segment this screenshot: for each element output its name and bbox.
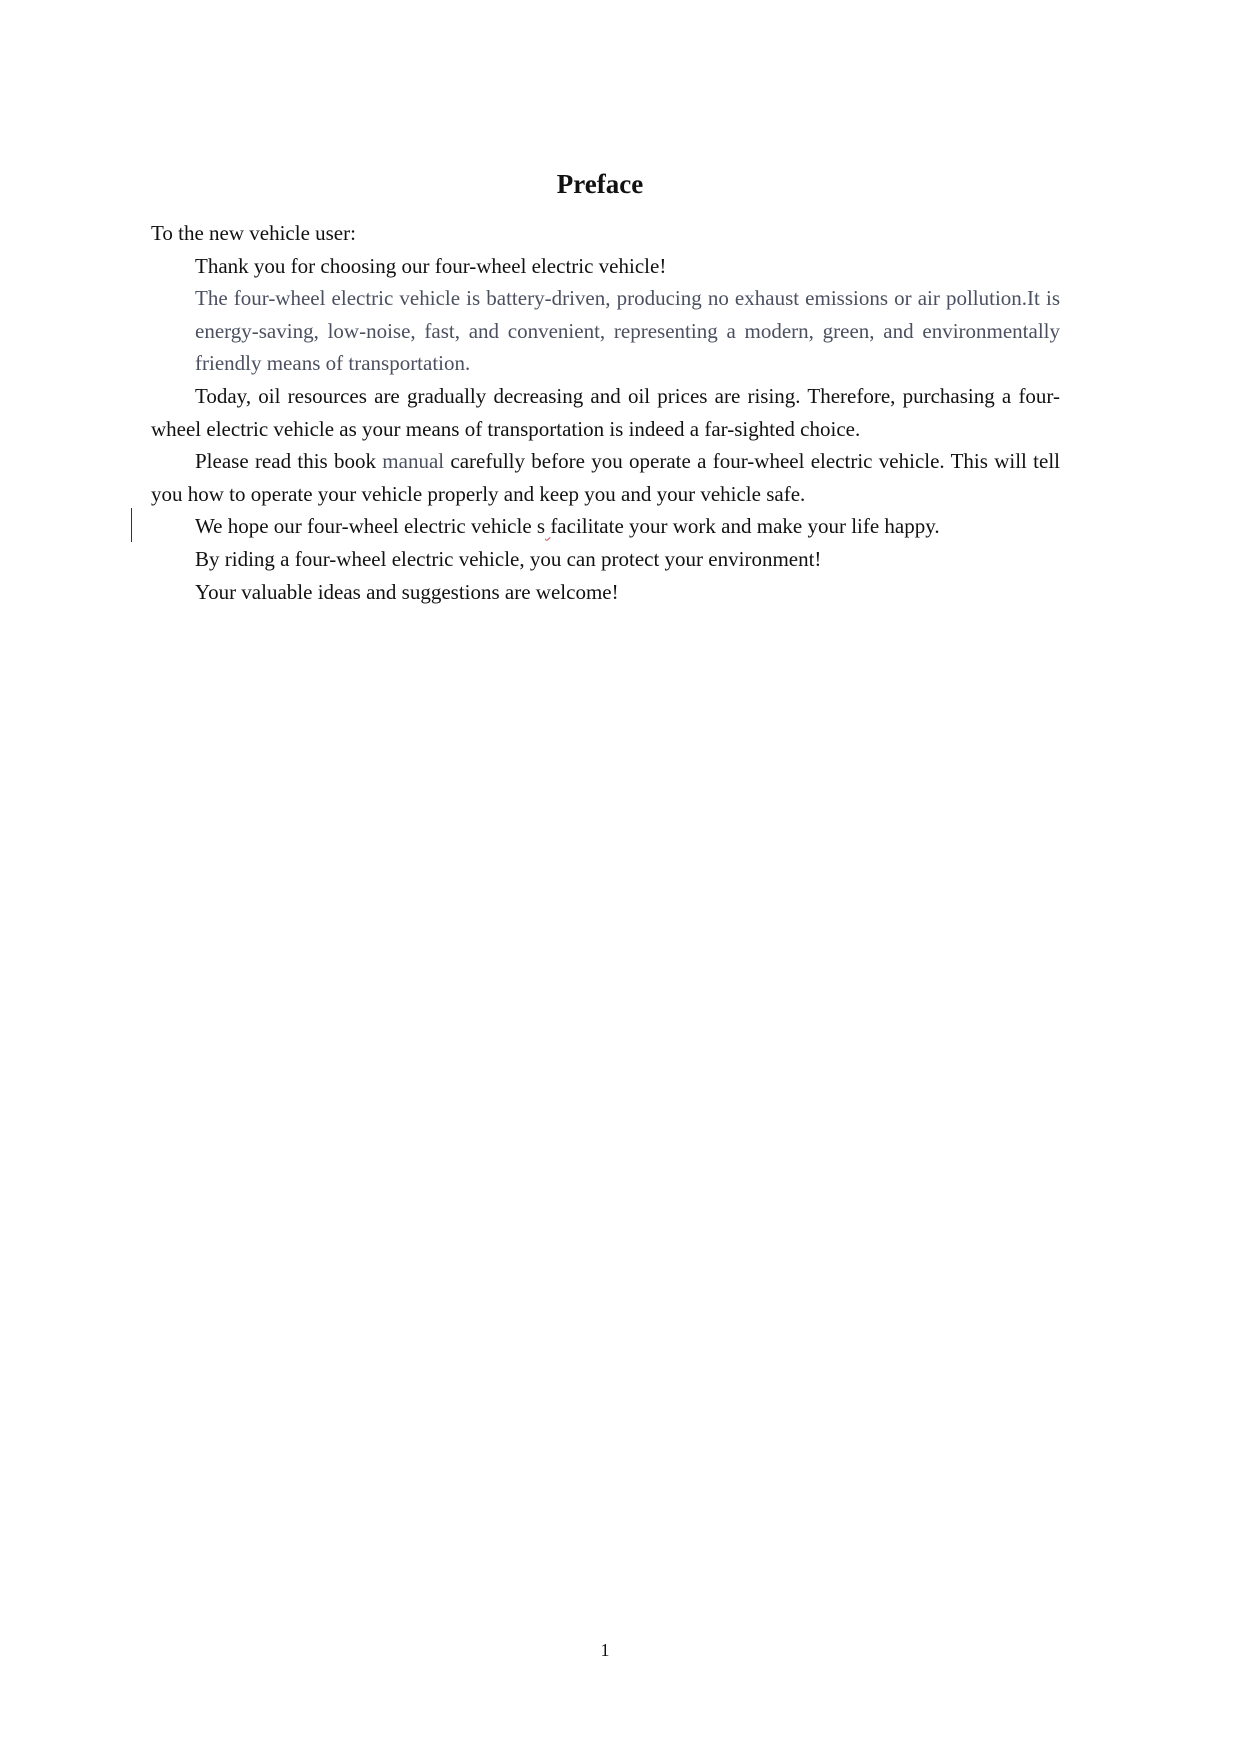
hope-text-before: We hope our four-wheel electric vehicle s	[195, 514, 546, 539]
read-text-before: Please read this book	[195, 449, 383, 474]
hope-text-after: facilitate your work and make your life happy.	[550, 514, 940, 539]
paragraph-welcome: Your valuable ideas and suggestions are welcome!	[195, 579, 619, 604]
paragraph-thanks: Thank you for choosing our four-wheel electric vehicle!	[195, 253, 667, 278]
paragraph-intro: The four-wheel electric vehicle is battery-driven, producing no exhaust emissions or air pollution.It is energy-saving, low-noise, fast, and convenient, representing a modern, green, and environmentally friendly means of transportation.	[195, 286, 1060, 376]
page-title: Preface	[556, 169, 644, 199]
paragraph-hope	[151, 510, 1060, 543]
read-text-after: carefully before you operate a four-wheel electric vehicle. This will tell you how to operate your vehicle properly and keep you and your vehicle safe.	[151, 449, 1060, 506]
paragraph-environment: By riding a four-wheel electric vehicle, you can protect your environment!	[195, 546, 822, 571]
paragraph-read-manual	[151, 445, 1060, 510]
greeting-line: To the new vehicle user:	[151, 221, 356, 245]
revision-change-bar	[131, 508, 132, 542]
document-body	[151, 217, 1060, 608]
page-number: 1	[600, 1640, 610, 1660]
paragraph-oil: Today, oil resources are gradually decreasing and oil prices are rising. Therefore, purchasing a four-wheel electric vehicle as your means of transportation is indeed a far-sighted choice.	[151, 383, 1060, 441]
manual-word: manual	[382, 449, 445, 474]
